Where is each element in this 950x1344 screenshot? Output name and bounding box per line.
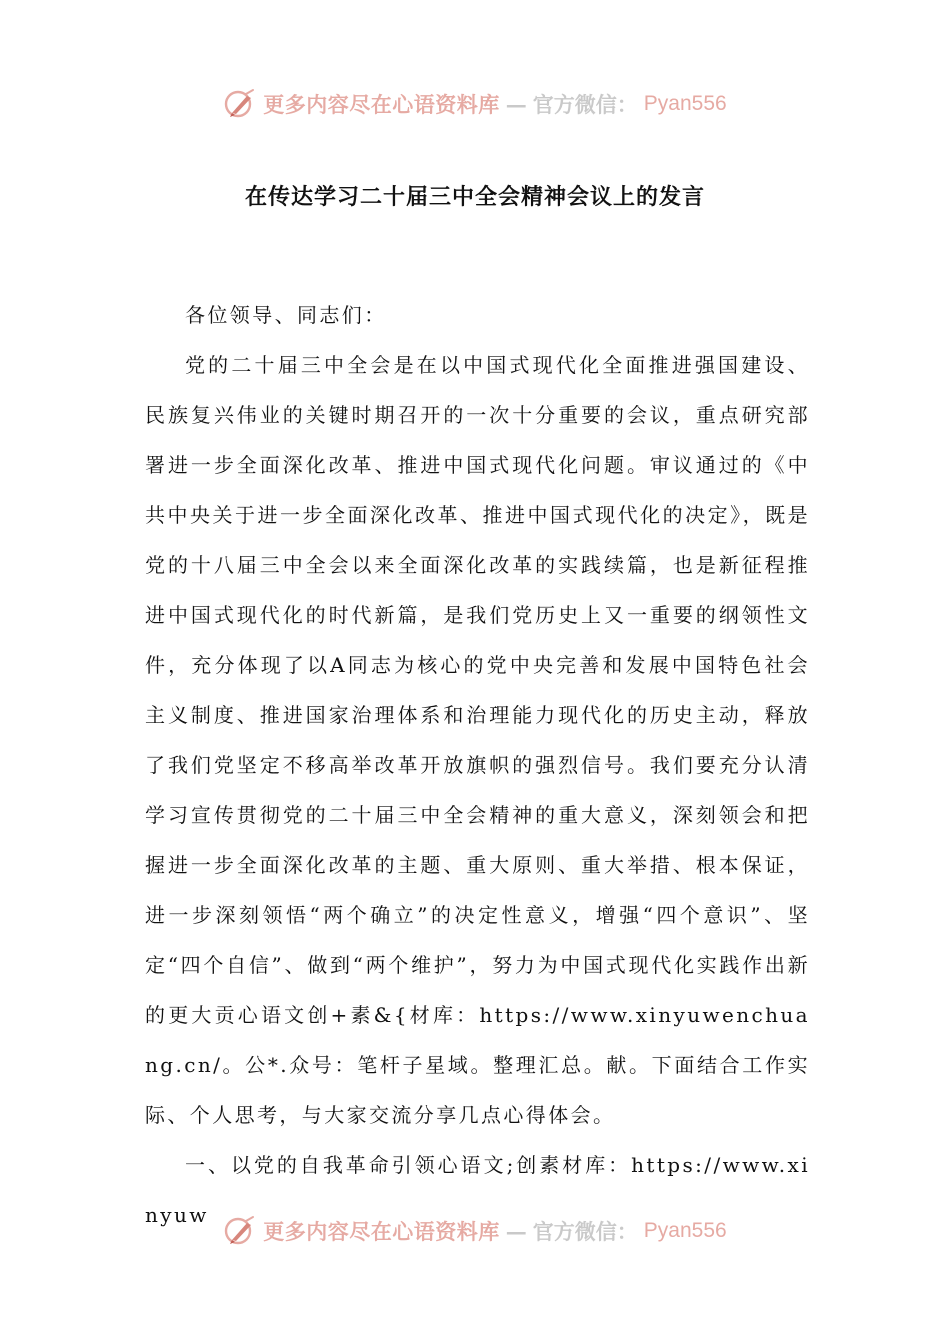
header-watermark-banner (0, 84, 950, 124)
pen-logo-icon (223, 1214, 257, 1248)
watermark-wechat-id: Pyan556 (643, 1219, 727, 1242)
footer-watermark-banner (0, 1211, 950, 1251)
document-body (145, 290, 810, 1240)
section-heading-paragraph: 一、以党的自我革命引领心语文;创素材库：https://www.xinyuw (145, 1153, 810, 1227)
watermark-text: 更多内容尽在心语资料库 (263, 92, 500, 117)
document-title: 在传达学习二十届三中全会精神会议上的发言 (244, 185, 705, 210)
watermark-wechat-id: Pyan556 (643, 92, 727, 115)
watermark-text: 更多内容尽在心语资料库 (263, 1219, 500, 1244)
pen-logo-icon (223, 87, 257, 121)
watermark-dash: — (505, 91, 527, 117)
body-paragraph: 党的二十届三中全会是在以中国式现代化全面推进强国建设、民族复兴伟业的关键时期召开的一次十分重要的会议，重点研究部署进一步全面深化改革、推进中国式现代化问题。审议通过的《中共中央关于进一步全面深化改革、推进中国式现代化的决定》，既是党的十八届三中全会以来全面深化改革的实践续篇，也是新征程推进中国式现代化的时代新篇，是我们党历史上又一重要的纲领性文件，充分体现了以A同志为核心的党中央完善和发展中国特色社会主义制度、推进国家治理体系和治理能力现代化的历史主动，释放了我们党坚定不移高举改革开放旗帜的强烈信号。我们要充分认清学习宣传贯彻党的二十届三中全会精神的重大意义，深刻领会和把握进一步全面深化改革的主题、重大原则、重大举措、根本保证，进一步深刻领悟“两个确立”的决定性意义，增强“四个意识”、坚定“四个自信”、做到“两个维护”，努力为中国式现代化实践作出新的更大贡心语文创+素&{材库：https://www.xinyuwenchuang.cn/。公*.众号：笔杆子星域。整理汇总。献。下面结合工作实际、个人思考，与大家交流分享几点心得体会。 (145, 353, 810, 1127)
watermark-wechat-label: 官方微信： (532, 92, 638, 117)
salutation: 各位领导、同志们： (185, 303, 387, 327)
watermark-wechat-label: 官方微信： (532, 1219, 638, 1244)
watermark-dash: — (505, 1218, 527, 1244)
